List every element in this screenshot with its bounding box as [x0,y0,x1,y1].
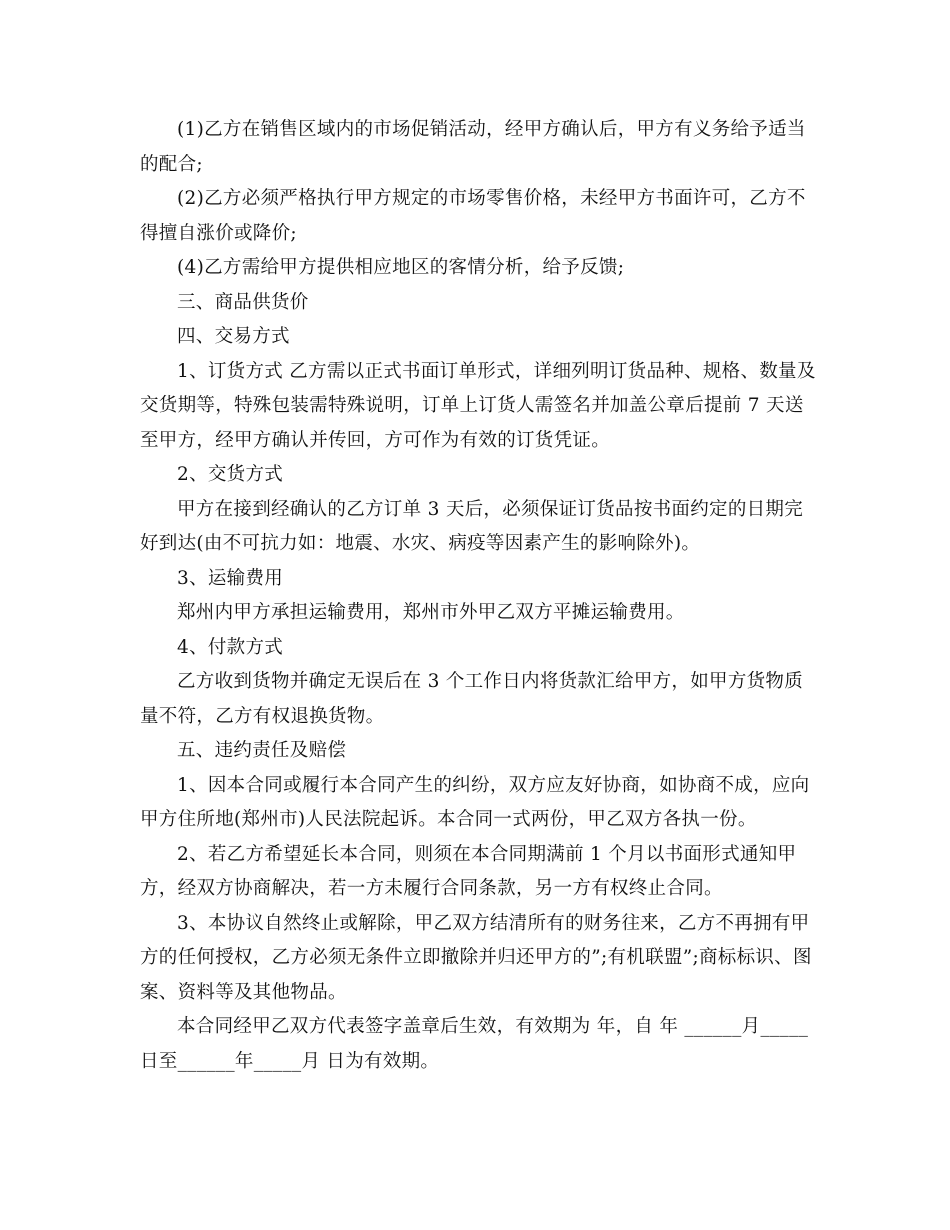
clause-delivery-method: 甲方在接到经确认的乙方订单 3 天后，必须保证订货品按书面约定的日期完好到达(由不可抗力如：地震、水灾、病疫等因素产生的影响除外)。 [140,498,804,554]
clause-customer-feedback: (4)乙方需给甲方提供相应地区的客情分析，给予反馈; [177,257,625,278]
subheading-shipping-cost: 3、运输费用 [177,567,284,589]
clause-termination: 3、本协议自然终止或解除，甲乙双方结清所有的财务往来，乙方不再拥有甲方的任何授权，乙方必须无条件立即撤除并归还甲方的”;有机联盟”;商标标识、图案、资料等及其他物品。 [140,912,812,1003]
clause-payment-method: 乙方收到货物并确定无误后在 3 个工作日内将货款汇给甲方，如甲方货物质量不符，乙方有权退换货物。 [140,671,804,727]
subheading-payment-method: 4、付款方式 [177,636,284,658]
clause-dispute-resolution: 1、因本合同或履行本合同产生的纠纷，双方应友好协商，如协商不成，应向甲方住所地(郑州市)人民法院起诉。本合同一式两份，甲乙双方各执一份。 [140,774,810,830]
clause-shipping-cost: 郑州内甲方承担运输费用，郑州市外甲乙双方平摊运输费用。 [177,602,685,623]
clause-promotion-cooperation: (1)乙方在销售区域内的市场促销活动，经甲方确认后，甲方有义务给予适当的配合; [140,119,806,175]
document-body [140,113,820,1079]
clause-ordering-method: 1、订货方式 乙方需以正式书面订单形式，详细列明订货品种、规格、数量及交货期等，特殊包装需特殊说明，订单上订货人需签名并加盖公章后提前 7 天送至甲方，经甲方确认并传回，方可作为有效的订货凭证。 [140,360,816,451]
section-heading-supply-price: 三、商品供货价 [177,291,309,313]
subheading-delivery-method: 2、交货方式 [177,464,284,485]
section-heading-liability: 五、违约责任及赔偿 [177,740,347,761]
clause-retail-price: (2)乙方必须严格执行甲方规定的市场零售价格，未经甲方书面许可，乙方不得擅自涨价或降价; [140,188,806,244]
clause-validity-period: 本合同经甲乙双方代表签字盖章后生效，有效期为 年，自 年 ______月_____日至______年_____月 日为有效期。 [140,1016,809,1072]
clause-contract-extension: 2、若乙方希望延长本合同，则须在本合同期满前 1 个月以书面形式通知甲方，经双方协商解决，若一方未履行合同条款，另一方有权终止合同。 [140,843,797,899]
section-heading-transaction: 四、交易方式 [177,326,290,347]
